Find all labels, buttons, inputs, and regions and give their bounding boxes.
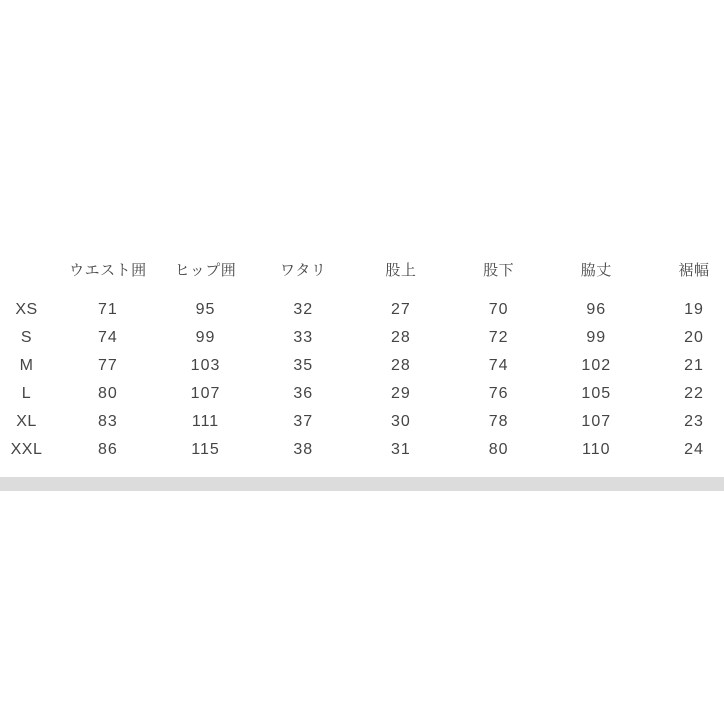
table-cell: 37 <box>293 413 314 430</box>
column-header-rise: 股上 <box>385 261 417 279</box>
table-cell: 27 <box>391 301 411 318</box>
table-cell: 31 <box>391 441 411 458</box>
table-cell: 74 <box>97 329 118 346</box>
table-cell: 32 <box>293 301 314 318</box>
table-cell: 72 <box>488 329 509 346</box>
table-cell: 105 <box>581 385 612 402</box>
column-header-side-length: 脇丈 <box>580 261 612 279</box>
size-label: M <box>19 357 34 374</box>
table-cell: 77 <box>97 357 118 374</box>
table-cell: 71 <box>97 301 118 318</box>
table-cell: 28 <box>391 329 411 346</box>
table-cell: 33 <box>293 329 314 346</box>
table-cell: 35 <box>293 357 314 374</box>
size-label: XL <box>16 413 37 430</box>
table-cell: 95 <box>195 301 216 318</box>
table-header-row <box>0 255 724 283</box>
table-cell: 80 <box>97 385 118 402</box>
column-header-hip: ヒップ囲 <box>174 261 237 279</box>
table-row-xl <box>0 408 724 436</box>
table-cell: 23 <box>684 413 704 430</box>
table-cell: 99 <box>195 329 216 346</box>
table-cell: 76 <box>488 385 509 402</box>
column-header-inseam: 股下 <box>483 261 515 279</box>
size-chart-table <box>0 255 724 464</box>
table-cell: 30 <box>391 413 411 430</box>
size-label: L <box>21 385 32 402</box>
table-cell: 115 <box>191 441 220 458</box>
table-row-s <box>0 324 724 352</box>
table-row-m <box>0 352 724 380</box>
horizontal-scrollbar[interactable] <box>0 477 724 491</box>
size-label: S <box>20 329 33 346</box>
table-cell: 103 <box>190 357 221 374</box>
table-cell: 86 <box>97 441 118 458</box>
column-header-hem-width: 裾幅 <box>678 261 710 279</box>
table-cell: 107 <box>190 385 221 402</box>
size-label: XS <box>15 301 38 318</box>
table-row-xxl <box>0 436 724 464</box>
table-cell: 19 <box>684 301 704 318</box>
column-header-waist: ウエスト囲 <box>69 261 147 279</box>
table-cell: 24 <box>684 441 704 458</box>
column-header-thigh: ワタリ <box>280 261 327 279</box>
table-cell: 110 <box>582 441 611 458</box>
table-cell: 78 <box>488 413 509 430</box>
table-cell: 80 <box>488 441 509 458</box>
table-cell: 20 <box>684 329 704 346</box>
table-row-l <box>0 380 724 408</box>
table-cell: 38 <box>293 441 314 458</box>
table-cell: 28 <box>391 357 411 374</box>
table-cell: 96 <box>586 301 607 318</box>
table-cell: 22 <box>684 385 704 402</box>
size-label: XXL <box>10 441 43 458</box>
table-cell: 21 <box>684 357 704 374</box>
table-cell: 29 <box>391 385 411 402</box>
table-cell: 74 <box>488 357 509 374</box>
table-cell: 102 <box>581 357 612 374</box>
table-cell: 107 <box>581 413 612 430</box>
table-cell: 36 <box>293 385 314 402</box>
table-cell: 111 <box>191 413 220 430</box>
table-cell: 83 <box>97 413 118 430</box>
table-row-xs <box>0 296 724 324</box>
table-cell: 70 <box>488 301 509 318</box>
table-cell: 99 <box>586 329 607 346</box>
